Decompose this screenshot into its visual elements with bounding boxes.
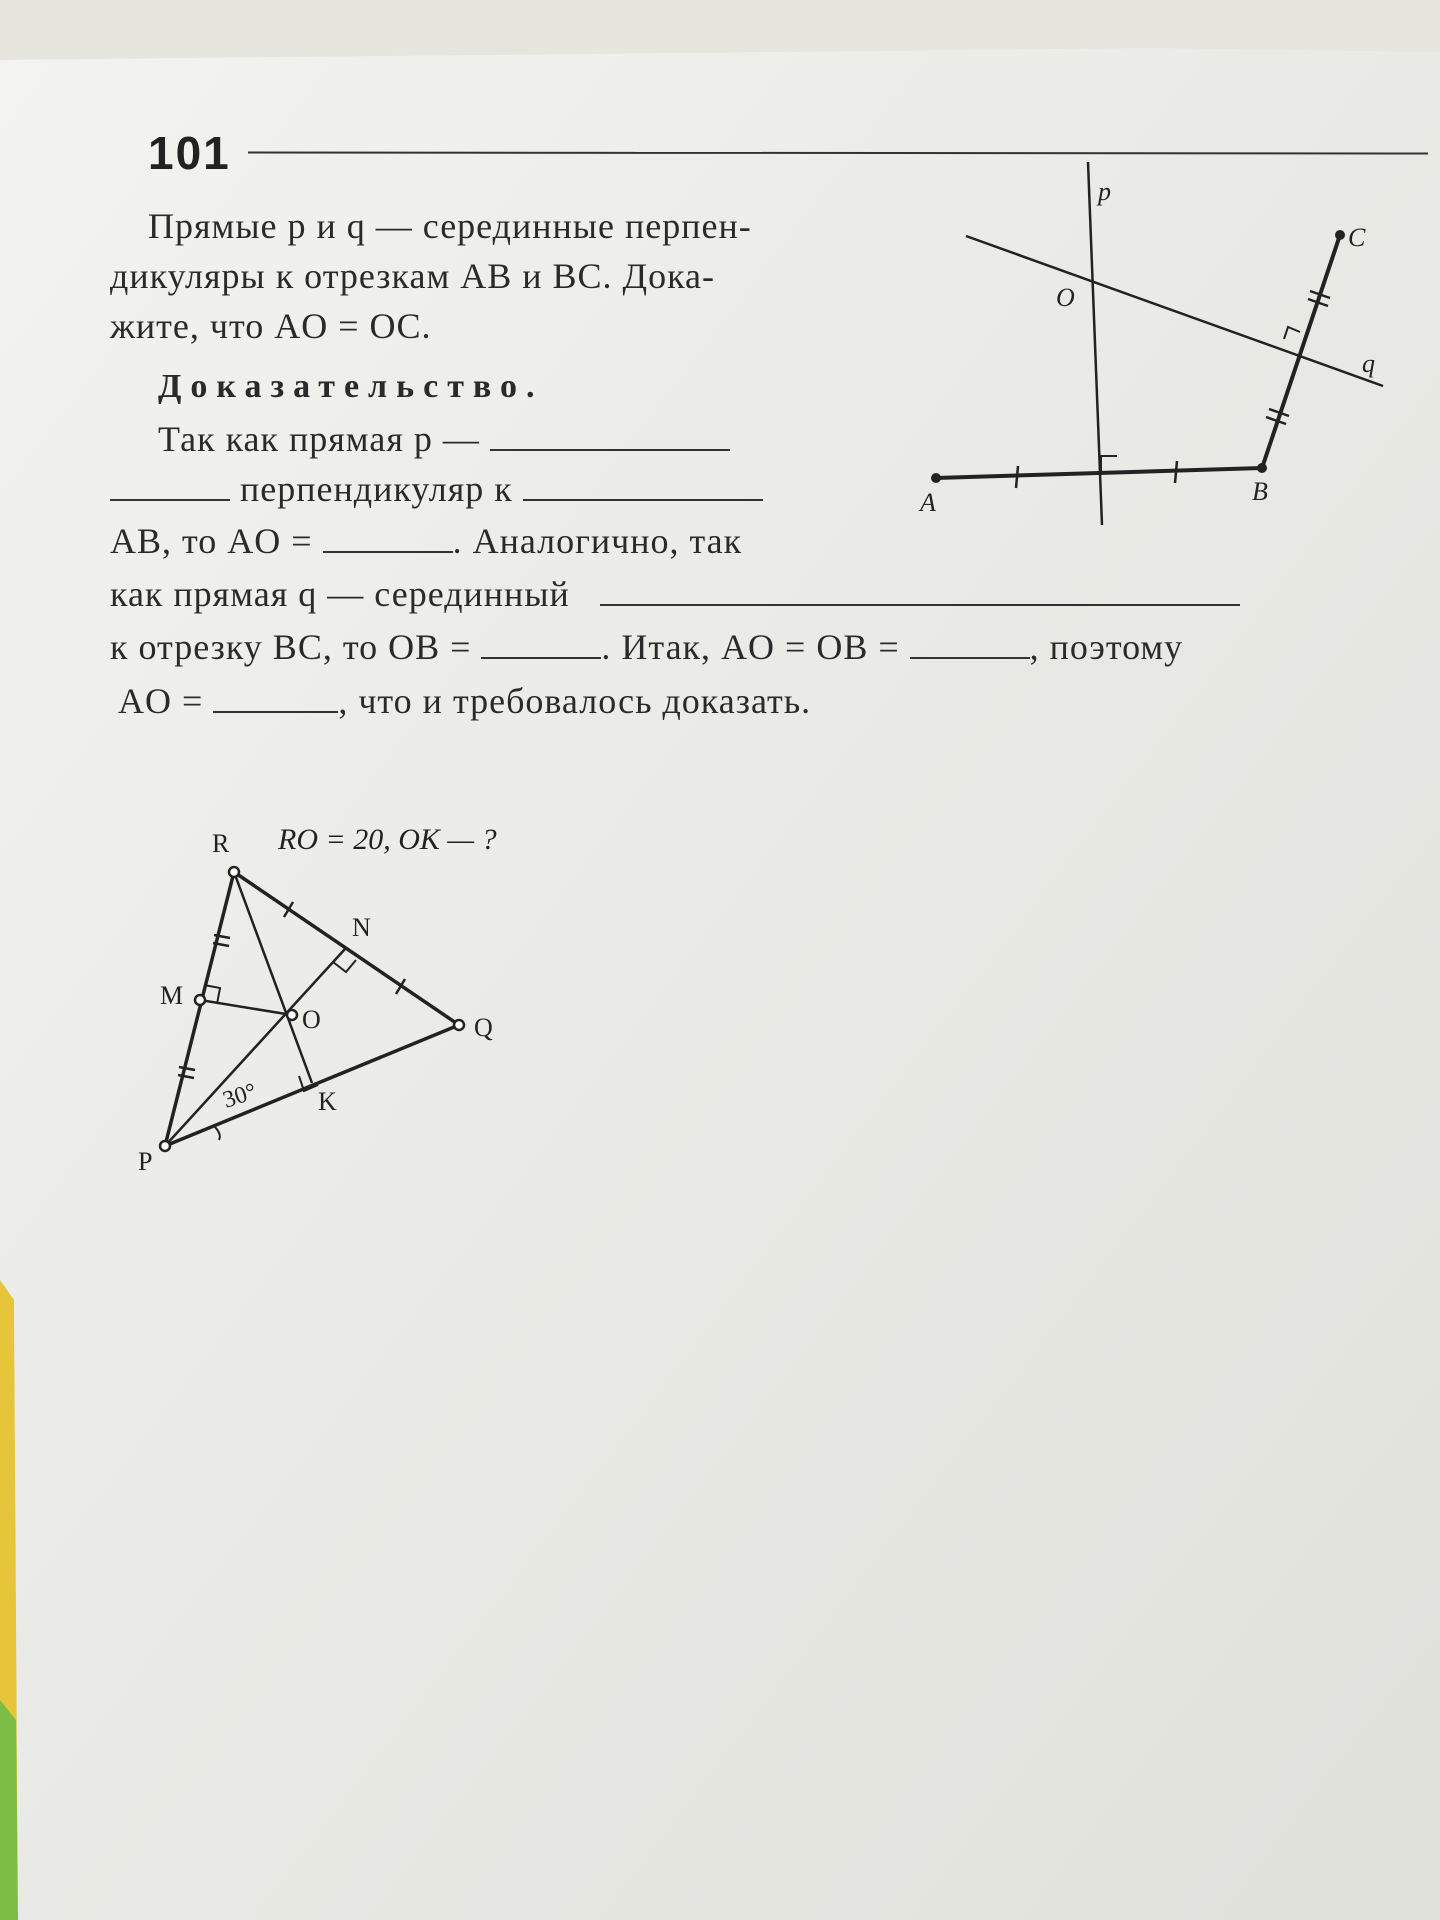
- label-q2: Q: [474, 1013, 493, 1042]
- label-b: B: [1252, 477, 1268, 506]
- statement-line-1: Прямые p и q — серединные перпен-: [148, 206, 752, 246]
- label-a: A: [920, 488, 936, 517]
- proof-line-6: AO = , что и требовалось доказать.: [118, 681, 812, 721]
- label-p2: P: [138, 1147, 153, 1176]
- label-q: q: [1362, 349, 1375, 378]
- segment-p-n: [165, 949, 345, 1146]
- label-o2: O: [302, 1005, 321, 1034]
- proof-line-5: к отрезку BC, то OB = . Итак, AO = OB = , поэтому: [110, 627, 1184, 667]
- label-c: C: [1348, 223, 1366, 252]
- proof-line-1: Так как прямая p —: [158, 418, 730, 460]
- proof-line-4: как прямая q — серединный: [110, 573, 1240, 615]
- statement-line-3: жите, что AO = OC.: [110, 306, 432, 346]
- task-number: 101: [148, 127, 231, 179]
- proof-line-2: перпендикуляр к: [110, 468, 763, 510]
- statement-line-2: дикуляры к отрезкам AB и BC. Дока-: [110, 256, 715, 296]
- condition-text: RO = 20, OK — ?: [278, 823, 497, 856]
- label-o: O: [1056, 283, 1075, 312]
- angle-label: 30°: [219, 1078, 260, 1114]
- proof-line-3: AB, то AO = . Аналогично, так: [110, 521, 743, 561]
- label-m: M: [160, 981, 184, 1010]
- label-k: K: [318, 1087, 337, 1116]
- label-n: N: [352, 913, 371, 942]
- label-r: R: [212, 829, 230, 858]
- proof-heading: Доказательство.: [158, 368, 544, 405]
- label-p: p: [1098, 177, 1111, 206]
- segment-r-k: [234, 872, 312, 1083]
- segment-m-o: [200, 1000, 292, 1015]
